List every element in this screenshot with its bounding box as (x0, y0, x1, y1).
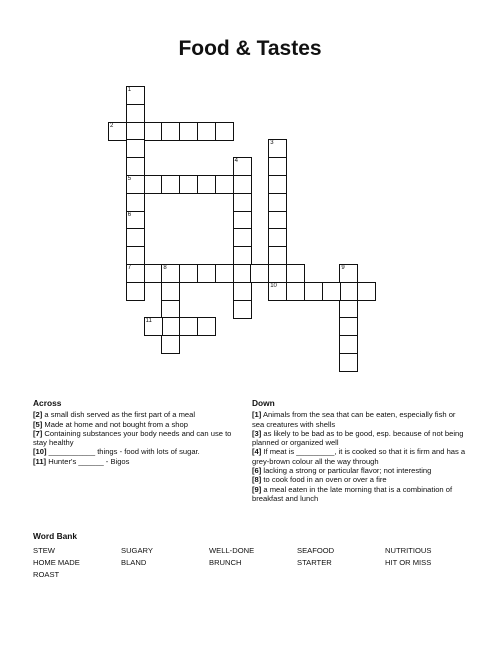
grid-cell[interactable] (233, 228, 252, 247)
puzzle-title: Food & Tastes (178, 37, 322, 60)
grid-cell[interactable] (268, 211, 287, 230)
grid-cell[interactable] (268, 246, 287, 265)
across-clue (33, 429, 245, 448)
clue-num: [5] (33, 419, 43, 429)
word-bank-item: WELL-DONE (209, 546, 255, 555)
grid-cell[interactable] (197, 122, 216, 141)
grid-cell[interactable] (161, 317, 180, 336)
grid-cell[interactable] (233, 264, 252, 283)
down-clue (252, 485, 466, 504)
word-bank-item: BLAND (121, 558, 147, 567)
clue-number: 7 (127, 265, 132, 271)
grid-cell[interactable] (197, 317, 216, 336)
grid-cell[interactable] (268, 157, 287, 176)
clue-text: to cook food in an oven or over a fire (261, 475, 387, 485)
grid-cell[interactable] (161, 282, 180, 301)
clue-number: 9 (341, 265, 345, 271)
word-bank-item: STEW (33, 546, 55, 555)
grid-cell[interactable] (233, 211, 252, 230)
grid-cell[interactable] (233, 157, 252, 176)
clue-num: [7] (33, 428, 43, 438)
clue-text: a meal eaten in the late morning that is a combination of breakfast and lunch (252, 484, 453, 503)
grid-cell[interactable] (126, 86, 145, 105)
grid-cell[interactable] (126, 282, 145, 301)
grid-cell[interactable] (215, 122, 234, 141)
clue-text: Animals from the sea that can be eaten, especially fish or sea creatures with shells (252, 410, 456, 429)
grid-cell[interactable] (126, 175, 145, 194)
grid-cell[interactable] (268, 264, 287, 283)
grid-cell[interactable] (161, 175, 180, 194)
word-bank-item: NUTRITIOUS (385, 546, 432, 555)
grid-cell[interactable] (322, 282, 341, 301)
clue-number: 4 (234, 158, 238, 165)
clue-text: If meat is _________, it is cooked so that it is firm and has a grey-brown colour all the way through (252, 447, 466, 466)
grid-cell[interactable] (108, 122, 127, 141)
clue-text: a small dish served as the first part of a meal (42, 410, 196, 420)
grid-cell[interactable] (144, 122, 163, 141)
clue-number: 5 (127, 176, 132, 182)
grid-cell[interactable] (126, 157, 145, 176)
down-clue (252, 429, 466, 448)
down-clue (252, 475, 466, 484)
grid-cell[interactable] (268, 282, 287, 301)
word-bank-item: STARTER (297, 558, 332, 567)
grid-cell[interactable] (179, 122, 198, 141)
word-bank-item: SEAFOOD (297, 546, 335, 555)
grid-cell[interactable] (126, 122, 145, 141)
clue-number: 6 (127, 211, 132, 218)
grid-cell[interactable] (126, 264, 145, 283)
across-clue (33, 457, 245, 466)
grid-cell[interactable] (197, 175, 216, 194)
grid-cell[interactable] (339, 317, 358, 336)
grid-cell[interactable] (179, 317, 198, 336)
word-bank-item: BRUNCH (209, 558, 242, 567)
grid-cell[interactable] (215, 264, 234, 283)
grid-cell[interactable] (286, 264, 305, 283)
word-bank-item: SUGARY (121, 546, 153, 555)
grid-cell[interactable] (339, 353, 358, 372)
clue-num: [11] (33, 456, 47, 466)
clue-text: Made at home and not bought from a shop (42, 419, 188, 429)
grid-cell[interactable] (126, 193, 145, 212)
clue-number: 2 (110, 122, 114, 129)
grid-cell[interactable] (339, 335, 358, 354)
grid-cell[interactable] (161, 300, 180, 319)
grid-cell[interactable] (233, 193, 252, 212)
word-bank-item: HIT OR MISS (385, 558, 432, 567)
clue-text: lacking a strong or particular flavor; not interesting (261, 466, 432, 476)
grid-cell[interactable] (268, 228, 287, 247)
across-clues (33, 399, 245, 466)
grid-cell[interactable] (144, 264, 163, 283)
grid-cell[interactable] (339, 300, 358, 319)
grid-cell[interactable] (233, 300, 252, 319)
grid-cell[interactable] (268, 193, 287, 212)
down-clue (252, 410, 466, 429)
grid-cell[interactable] (250, 264, 269, 283)
grid-cell[interactable] (144, 317, 163, 336)
across-clue (33, 447, 245, 456)
down-clue (252, 447, 466, 466)
grid-cell[interactable] (126, 139, 145, 158)
down-heading: Down (252, 398, 275, 408)
clue-num: [3] (252, 428, 262, 438)
clue-num: [10] (33, 447, 47, 457)
clue-num: [9] (252, 484, 262, 494)
grid-cell[interactable] (126, 211, 145, 230)
across-heading: Across (33, 398, 62, 408)
grid-cell[interactable] (126, 246, 145, 265)
clue-num: [4] (252, 447, 262, 457)
clue-text: Containing substances your body needs and can use to stay healthy (33, 428, 232, 448)
grid-cell[interactable] (233, 175, 252, 194)
clue-num: [8] (252, 475, 262, 485)
grid-cell[interactable] (339, 264, 358, 283)
word-bank-item: HOME MADE (33, 558, 80, 567)
word-bank-title: Word Bank (33, 531, 78, 541)
grid-cell[interactable] (339, 282, 358, 301)
grid-cell[interactable] (215, 175, 234, 194)
down-clues (252, 399, 466, 503)
grid-cell[interactable] (161, 264, 180, 283)
clue-num: [1] (252, 410, 262, 420)
clue-text: Hunter's ______ - Bigos (46, 456, 130, 466)
grid-cell[interactable] (126, 228, 145, 247)
grid-cell[interactable] (179, 175, 198, 194)
clue-number: 8 (163, 265, 167, 271)
clue-number: 1 (127, 87, 132, 93)
grid-cell[interactable] (179, 264, 198, 283)
grid-cell[interactable] (304, 282, 323, 301)
across-clue (33, 410, 245, 419)
clue-num: [6] (252, 466, 262, 476)
grid-cell[interactable] (233, 246, 252, 265)
grid-cell[interactable] (197, 264, 216, 283)
grid-cell[interactable] (286, 282, 305, 301)
clue-num: [2] (33, 410, 43, 420)
grid-cell[interactable] (268, 175, 287, 194)
grid-cell[interactable] (357, 282, 376, 301)
clue-number: 3 (270, 140, 274, 147)
across-clue (33, 420, 245, 429)
grid-cell[interactable] (233, 282, 252, 301)
down-clue (252, 466, 466, 475)
grid-cell[interactable] (161, 335, 180, 354)
clue-number: 10 (270, 282, 277, 289)
grid-cell[interactable] (268, 139, 287, 158)
grid-cell[interactable] (161, 122, 180, 141)
grid-cell[interactable] (144, 175, 163, 194)
grid-cell[interactable] (126, 104, 145, 123)
clue-number: 11 (145, 318, 152, 325)
clue-text: ___________ things - food with lots of sugar. (46, 447, 200, 457)
word-bank-item: ROAST (33, 570, 60, 579)
clue-text: as likely to be bad as to be good, esp. because of not being planned or organized well (252, 428, 464, 448)
